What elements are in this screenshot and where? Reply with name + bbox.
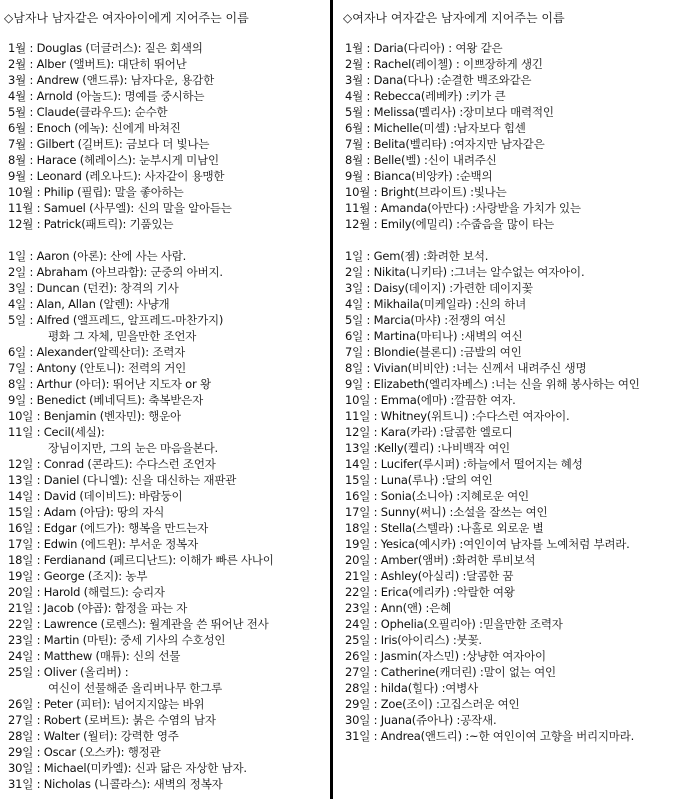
right-day-3: 3일 : Daisy(데이지) :가련한 데이지꽃 <box>345 281 533 295</box>
left-day-6: 6일 : Alexander(알렉산더): 조력자 <box>8 345 186 359</box>
left-day-3: 3일 : Duncan (던컨): 창격의 기사 <box>8 281 179 295</box>
left-day-11: 11일 : Cecil(세실): <box>8 425 105 439</box>
left-day-15: 15일 : Adam (아담): 땅의 자식 <box>8 505 165 519</box>
left-month-6: 6월 : Enoch (에녹): 신에게 바쳐진 <box>8 121 181 135</box>
left-month-9: 9월 : Leonard (레오나드): 사자같이 용맹한 <box>8 169 225 183</box>
left-month-1: 1월 : Douglas (더글러스): 짙은 회색의 <box>8 41 203 55</box>
left-month-11: 11월 : Samuel (사무엘): 신의 말을 알아듣는 <box>8 201 232 215</box>
right-day-31: 31일 : Andrea(앤드리) :~한 여인이여 고향을 버리지마라. <box>345 729 635 743</box>
left-day-7: 7일 : Antony (안토니): 전력의 거인 <box>8 361 187 375</box>
right-day-6: 6일 : Martina(마티나) :새벽의 여신 <box>345 329 523 343</box>
right-day-19: 19일 : Yesica(예시카) :여인이여 남자를 노예처럼 부려라. <box>345 537 630 551</box>
right-month-2: 2월 : Rachel(레이첼) : 이쁘장하게 생긴 <box>345 57 543 71</box>
right-month-6: 6월 : Michelle(미셸) :남자보다 힘센 <box>345 121 526 135</box>
right-column-title: ◇여자나 여자같은 남자에게 지어주는 이름 <box>343 11 565 25</box>
right-month-7: 7월 : Belita(벨리타) :여자지만 남자같은 <box>345 137 545 151</box>
left-month-12: 12월 : Patrick(패트릭): 기품있는 <box>8 217 174 231</box>
right-day-25: 25일 : Iris(아이리스) :붓꽃. <box>345 633 482 647</box>
left-day-1: 1일 : Aaron (아론): 산에 사는 사람. <box>8 249 187 263</box>
left-month-3: 3월 : Andrew (앤드류): 남자다운, 용감한 <box>8 73 214 87</box>
left-day-16: 16일 : Edgar (에드가): 행복을 만드는자 <box>8 521 209 535</box>
right-day-29: 29일 : Zoe(조이) :고집스러운 여인 <box>345 697 520 711</box>
right-day-26: 26일 : Jasmin(자스민) :상냥한 여자아이 <box>345 649 546 663</box>
right-month-5: 5월 : Melissa(멜리사) :장미보다 매력적인 <box>345 105 554 119</box>
left-day-25: 25일 : Oliver (올리버) : <box>8 665 129 679</box>
left-column <box>0 0 330 799</box>
right-day-21: 21일 : Ashley(아실리) :달콤한 꿈 <box>345 569 514 583</box>
left-day-29: 29일 : Oscar (오스카): 행정관 <box>8 745 161 759</box>
right-month-9: 9월 : Bianca(비앙카) :순백의 <box>345 169 493 183</box>
left-day-9: 9일 : Benedict (베네딕트): 축복받은자 <box>8 393 204 407</box>
left-day-13: 13일 : Daniel (다니엘): 신을 대신하는 재판관 <box>8 473 237 487</box>
right-day-9: 9일 : Elizabeth(엘리자베스) :너는 신을 위해 봉사하는 여인 <box>345 377 640 391</box>
left-month-2: 2월 : Alber (앨버트): 대단히 뛰어난 <box>8 57 187 71</box>
right-month-4: 4월 : Rebecca(레베카) :키가 큰 <box>345 89 506 103</box>
left-day-12: 12일 : Conrad (콘라드): 수다스런 조언자 <box>8 457 216 471</box>
left-day-30: 30일 : Michael(미카엘): 신과 닮은 자상한 남자. <box>8 761 247 775</box>
left-day-21: 21일 : Jacob (야곱): 함정을 파는 자 <box>8 601 188 615</box>
left-day-2: 2일 : Abraham (아브라함): 군중의 아버지. <box>8 265 223 279</box>
right-column <box>333 0 700 799</box>
right-day-13: 13일 :Kelly(켈리) :나비백작 여인 <box>345 441 510 455</box>
left-column-title: ◇남자나 남자같은 여자아이에게 지어주는 이름 <box>4 11 249 25</box>
left-day-18: 18일 : Ferdianand (페르디난드): 이해가 빠른 사나이 <box>8 553 274 567</box>
right-day-24: 24일 : Ophelia(오필리아) :믿을만한 조력자 <box>345 617 563 631</box>
right-day-16: 16일 : Sonia(소니아) :지혜로운 여인 <box>345 489 529 503</box>
right-month-8: 8월 : Belle(벨) :신이 내려주신 <box>345 153 497 167</box>
left-day-20: 20일 : Harold (해럴드): 승리자 <box>8 585 165 599</box>
left-day-17: 17일 : Edwin (에드윈): 부서운 정복자 <box>8 537 198 551</box>
right-day-4: 4일 : Mikhaila(미케일라) :신의 하녀 <box>345 297 526 311</box>
left-day-22: 22일 : Lawrence (로렌스): 월계관을 쓴 뛰어난 전사 <box>8 617 269 631</box>
right-day-2: 2일 : Nikita(니키타) :그녀는 알수없는 여자아이. <box>345 265 585 279</box>
right-month-3: 3월 : Dana(다나) :순결한 백조와같은 <box>345 73 532 87</box>
right-month-12: 12월 : Emily(에밀리) :수줍음을 많이 타는 <box>345 217 555 231</box>
left-day-26: 26일 : Peter (피터): 넘어지지않는 바위 <box>8 697 205 711</box>
right-month-1: 1월 : Daria(다리아) : 여왕 같은 <box>345 41 503 55</box>
left-day-11-continued: 장님이지만, 그의 눈은 마음을본다. <box>48 441 219 455</box>
right-day-23: 23일 : Ann(앤) :은혜 <box>345 601 452 615</box>
left-day-19: 19일 : George (조지): 농부 <box>8 569 148 583</box>
left-day-5-continued: 평화 그 자체, 믿을만한 조언자 <box>48 329 197 343</box>
right-day-11: 11일 : Whitney(위트니) :수다스런 여자아이. <box>345 409 570 423</box>
right-day-10: 10일 : Emma(에마) :깔끔한 여자. <box>345 393 516 407</box>
right-month-11: 11월 : Amanda(아만다) :사랑받을 가치가 있는 <box>345 201 581 215</box>
left-day-25-continued: 여신이 선물해준 올리버나무 한그루 <box>48 681 222 695</box>
left-day-8: 8일 : Arthur (아더): 뛰어난 지도자 or 왕 <box>8 377 211 391</box>
left-day-23: 23일 : Martin (마틴): 중세 기사의 수호성인 <box>8 633 226 647</box>
right-day-7: 7일 : Blondie(블론디) :금발의 여인 <box>345 345 522 359</box>
right-month-10: 10월 : Bright(브라이트) :빛나는 <box>345 185 507 199</box>
right-day-8: 8일 : Vivian(비비안) :너는 신께서 내려주신 생명 <box>345 361 587 375</box>
right-day-14: 14일 : Lucifer(루시퍼) :하늘에서 떨어지는 혜성 <box>345 457 583 471</box>
left-month-4: 4월 : Arnold (아놀드): 명예를 중시하는 <box>8 89 205 103</box>
right-day-28: 28일 : hilda(힐다) :여병사 <box>345 681 479 695</box>
right-day-5: 5일 : Marcia(마샤) :전쟁의 여신 <box>345 313 506 327</box>
left-day-31: 31일 : Nicholas (니콜라스): 새벽의 정복자 <box>8 777 223 791</box>
right-day-27: 27일 : Catherine(캐더린) :말이 없는 여인 <box>345 665 556 679</box>
right-day-20: 20일 : Amber(앰버) :화려한 루비보석 <box>345 553 536 567</box>
left-month-10: 10월 : Philip (필립): 말을 좋아하는 <box>8 185 184 199</box>
right-day-12: 12일 : Kara(카라) :달콤한 엘로디 <box>345 425 513 439</box>
left-day-24: 24일 : Matthew (매튜): 신의 선물 <box>8 649 181 663</box>
left-month-7: 7월 : Gilbert (길버트): 금보다 더 빛나는 <box>8 137 210 151</box>
right-day-1: 1일 : Gem(젬) :화려한 보석. <box>345 249 489 263</box>
left-day-14: 14일 : David (데이비드): 바람둥이 <box>8 489 183 503</box>
right-day-18: 18일 : Stella(스텔라) :나홀로 외로운 별 <box>345 521 544 535</box>
left-month-8: 8월 : Harace (헤레이스): 눈부시게 미남인 <box>8 153 219 167</box>
left-day-5: 5일 : Alfred (앨프레드, 알프레드-마찬가지) <box>8 313 224 327</box>
right-day-17: 17일 : Sunny(써니) :소설을 잘쓰는 여인 <box>345 505 548 519</box>
right-day-15: 15일 : Luna(루나) :달의 여인 <box>345 473 493 487</box>
right-day-30: 30일 : Juana(쥬아나) :공작새. <box>345 713 497 727</box>
left-day-28: 28일 : Walter (월터): 강력한 영주 <box>8 729 179 743</box>
left-day-27: 27일 : Robert (로버트): 붉은 수염의 남자 <box>8 713 216 727</box>
right-day-22: 22일 : Erica(에리카) :악랄한 여왕 <box>345 585 515 599</box>
left-day-10: 10일 : Benjamin (벤자민): 행운아 <box>8 409 181 423</box>
left-day-4: 4일 : Alan, Allan (알렌): 사냥개 <box>8 297 170 311</box>
left-month-5: 5월 : Claude(클라우드): 순수한 <box>8 105 168 119</box>
